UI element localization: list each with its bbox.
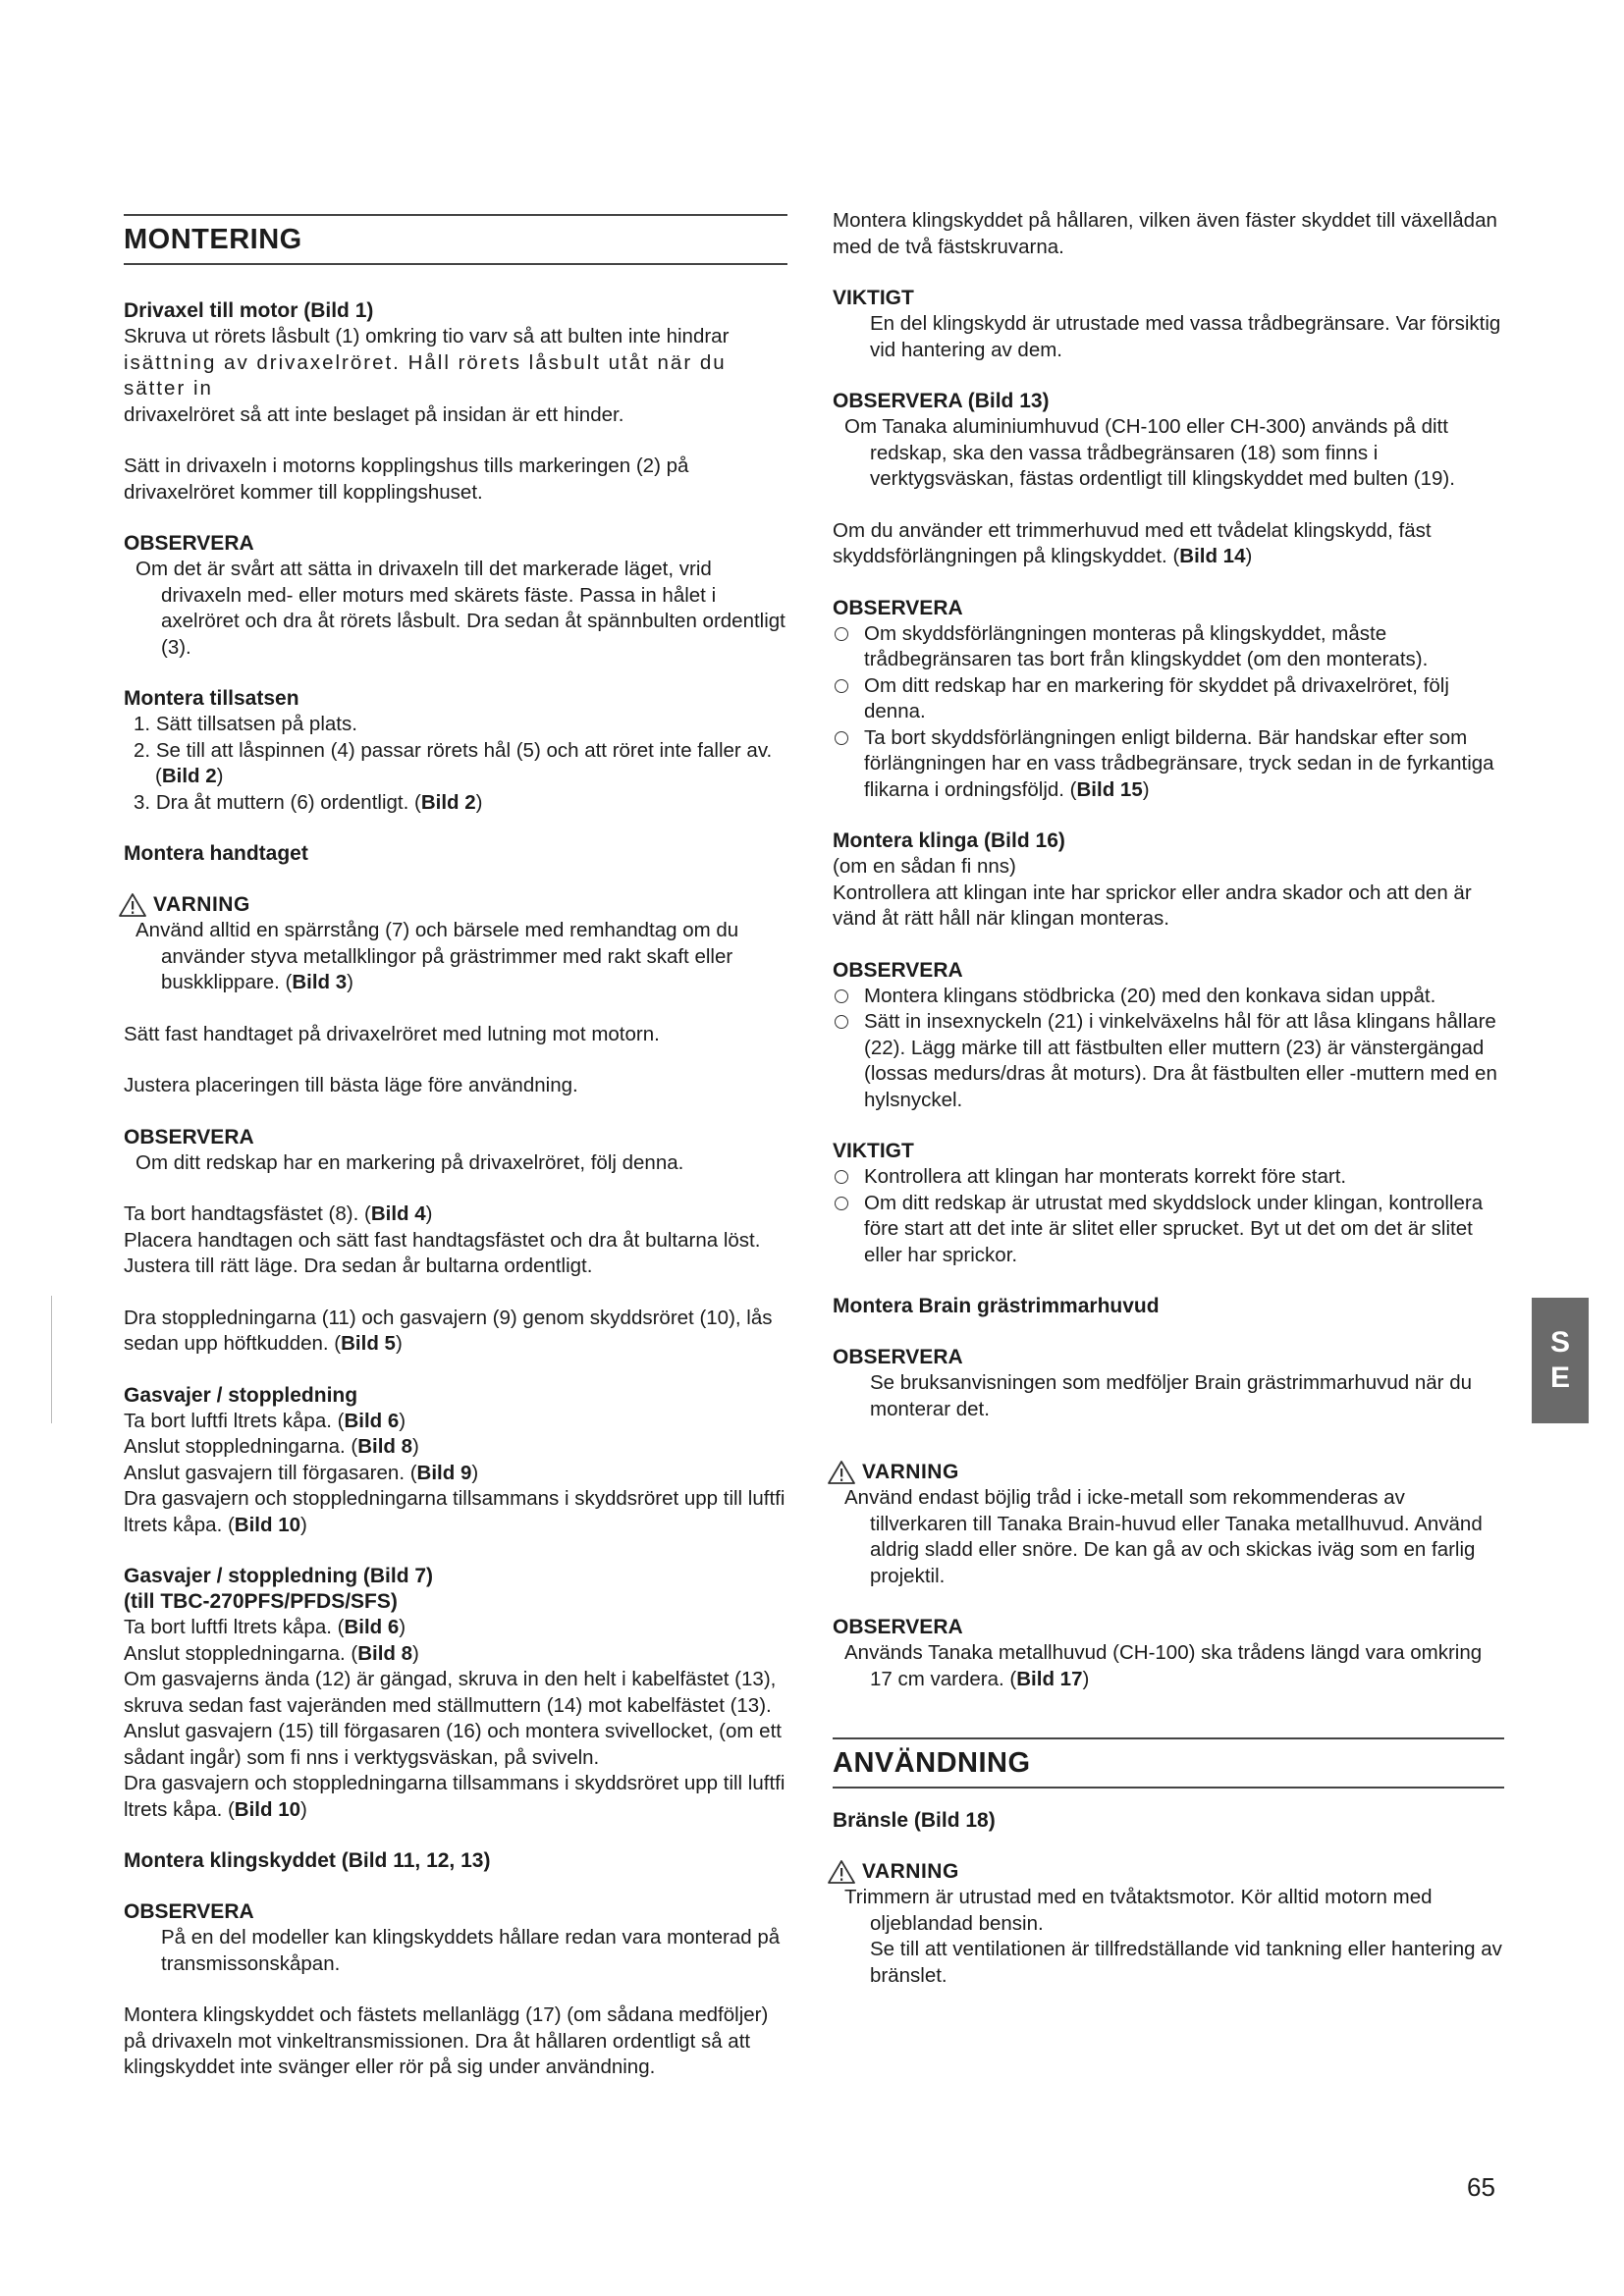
drivaxel-obs-title: OBSERVERA: [124, 532, 254, 555]
obs2-title: OBSERVERA: [833, 596, 963, 619]
klingskydd-paragraph-1: Montera klingskyddet och fästets mellanlägg (17) (om sådana medföljer) på drivaxeln mot vinkeltransmissionen. Dra åt hållaren ordentligt så att klingskyddet inte svänger eller rör på sig under användning.: [124, 2003, 769, 2078]
drivaxel-title: Drivaxel till motor (Bild 1): [124, 299, 374, 322]
obs3-title: OBSERVERA: [833, 958, 963, 982]
circle-bullet-icon: [835, 1197, 848, 1210]
gasvajer-line: Anslut stoppledningarna. (Bild 8): [124, 1435, 419, 1458]
handtag-paragraph-2: Justera placeringen till bästa läge före användning.: [124, 1074, 578, 1096]
list-item: 3. Dra åt muttern (6) ordentligt. (Bild 2): [134, 790, 483, 814]
klinga-title: Montera klinga (Bild 16): [833, 829, 1065, 852]
left-column: [124, 208, 787, 2081]
circle-bullet-icon: [835, 731, 848, 745]
list-item: Om skyddsförlängningen monteras på klingskyddet, måste trådbegränsaren tas bort från klingskyddet (om den monterats).: [833, 621, 1504, 673]
handtag-warning-title: VARNING: [153, 893, 250, 916]
side-tab-letter: S: [1549, 1326, 1570, 1359]
trimmer-paragraph: Om du använder ett trimmerhuvud med ett tvådelat klingskydd, fäst skyddsförlängningen på klingskyddet. (Bild 14): [833, 518, 1432, 567]
viktigt-2-list: [833, 1164, 1504, 1268]
right-column: [833, 208, 1504, 1989]
handtag-obs-title: OBSERVERA: [124, 1125, 254, 1148]
warning-2-title: VARNING: [862, 1860, 959, 1883]
section-title-2: ANVÄNDNING: [833, 1747, 1031, 1779]
tillsats-list: [124, 712, 787, 816]
intro-paragraph: Montera klingskyddet på hållaren, vilken även fäster skyddet till växellådan med de två fästskruvarna.: [833, 209, 1497, 258]
obs4-title: OBSERVERA: [833, 1346, 963, 1368]
section-title: MONTERING: [124, 224, 302, 255]
handtag-title: Montera handtaget: [124, 842, 308, 865]
handtag-warning-text: Använd alltid en spärrstång (7) och bärsele med remhandtag om du använder styva metallklingor på grästrimmer med rakt skaft eller buskklippare. (Bild 3): [135, 919, 739, 993]
klinga-text: Kontrollera att klingan inte har sprickor eller andra skador och att den är vänd åt rätt håll när klingan monteras.: [833, 881, 1472, 930]
section-header-anvandning: [833, 1737, 1504, 1789]
tillsats-title: Montera tillsatsen: [124, 687, 299, 710]
handtag-paragraph-3: Ta bort handtagsfästet (8). (Bild 4) Placera handtagen och sätt fast handtagsfästet och dra åt bultarna löst. Justera till rätt läge. Dra sedan år bultarna ordentligt.: [124, 1202, 761, 1277]
warning-triangle-icon: [118, 892, 147, 918]
brain-title: Montera Brain grästrimmarhuvud: [833, 1295, 1160, 1317]
obs13-text: Om Tanaka aluminiumhuvud (CH-100 eller CH-300) används på ditt redskap, ska den vassa trådbegränsaren (18) som finns i verktygsväskan, fästas ordentligt till klingskyddet med bulten (19).: [844, 415, 1455, 490]
handtag-warning-header: [118, 892, 787, 918]
gasvajer2-paragraph-1: Om gasvajerns ända (12) är gängad, skruva in den helt i kabelfästet (13), skruva sedan fast vajeränden med ställmuttern (14) mot kabelfästet (13).: [124, 1668, 777, 1717]
warning-1-header: [827, 1460, 1504, 1485]
handtag-paragraph-1: Sätt fast handtaget på drivaxelröret med lutning mot motorn.: [124, 1022, 660, 1045]
gasvajer-line: Dra gasvajern och stoppledningarna tillsammans i skyddsröret upp till luftfi ltrets kåpa. (Bild 10): [124, 1487, 785, 1536]
side-tab-letter: E: [1549, 1362, 1570, 1394]
warning-1-title: VARNING: [862, 1461, 959, 1483]
gasvajer2-title-2: (till TBC-270PFS/PFDS/SFS): [124, 1590, 398, 1613]
handtag-obs-text: Om ditt redskap har en markering på drivaxelröret, följ denna.: [135, 1150, 684, 1174]
list-item: Sätt in insexnyckeln (21) i vinkelväxelns hål för att låsa klingans hållare (22). Lägg märke till att fästbulten eller muttern (23) är vänstergängad (lossas medurs/dras åt moturs). Dra åt fästbulten eller -muttern med en hylsnyckel.: [833, 1009, 1504, 1113]
gasvajer2-title-1: Gasvajer / stoppledning (Bild 7): [124, 1565, 434, 1587]
klingskydd-obs-title: OBSERVERA: [124, 1900, 254, 1923]
list-item: Om ditt redskap är utrustat med skyddslock under klingan, kontrollera före start att det inte är slitet eller sprucket. Byt ut det om det är slitet eller har sprickor.: [833, 1191, 1504, 1269]
warning-2-text-1: Trimmern är utrustad med en tvåtaktsmotor. Kör alltid motorn med oljeblandad bensin.: [844, 1886, 1433, 1935]
gasvajer-line: Anslut gasvajern till förgasaren. (Bild 9): [124, 1461, 479, 1484]
gasvajer2-paragraph-2: Anslut gasvajern (15) till förgasaren (16) och montera svivellocket, (om ett sådant ingår) som fi nns i verktygsväskan, på sviveln.: [124, 1720, 782, 1769]
warning-2-text-2: Se till att ventilationen är tillfredställande vid tankning eller hantering av bränslet.: [870, 1938, 1502, 1987]
obs5-title: OBSERVERA: [833, 1616, 963, 1638]
circle-bullet-icon: [835, 1015, 848, 1029]
viktigt-1-text: En del klingskydd är utrustade med vassa trådbegränsare. Var försiktig vid hantering av dem.: [870, 312, 1501, 361]
drivaxel-paragraph-2: Sätt in drivaxeln i motorns kopplingshus tills markeringen (2) på drivaxelröret kommer till kopplingshuset.: [124, 454, 689, 504]
drivaxel-paragraph-1: Skruva ut rörets låsbult (1) omkring tio varv så att bulten inte hindrar isättning av drivaxelröret. Håll rörets låsbult utåt när du sätter in drivaxelröret så att inte beslaget på insidan är ett hinder.: [124, 325, 730, 426]
circle-bullet-icon: [835, 1170, 848, 1184]
obs5-text: Används Tanaka metallhuvud (CH-100) ska trådens längd vara omkring 17 cm vardera. (Bild 17): [844, 1641, 1483, 1690]
obs4-text: Se bruksanvisningen som medföljer Brain grästrimmarhuvud när du monterar det.: [870, 1371, 1473, 1420]
circle-bullet-icon: [835, 679, 848, 693]
warning-triangle-icon: [827, 1460, 856, 1485]
list-item: Om ditt redskap har en markering för skyddet på drivaxelröret, följ denna.: [833, 673, 1504, 725]
klinga-subtitle: (om en sådan fi nns): [833, 855, 1016, 878]
gasvajer-line: Ta bort luftfi ltrets kåpa. (Bild 6): [124, 1409, 406, 1432]
drivaxel-obs-text: Om det är svårt att sätta in drivaxeln till det markerade läget, vrid drivaxeln med- eller moturs med skärets fäste. Passa in hålet i axelröret och dra åt rörets låsbult. Dra sedan åt spännbulten ordentligt (3).: [135, 558, 785, 659]
obs13-title: OBSERVERA (Bild 13): [833, 390, 1050, 412]
obs3-list: [833, 984, 1504, 1114]
handtag-paragraph-4: Dra stoppledningarna (11) och gasvajern (9) genom skyddsröret (10), lås sedan upp höftkudden. (Bild 5): [124, 1306, 773, 1355]
list-item: 1. Sätt tillsatsen på plats.: [134, 713, 357, 735]
margin-mark: [51, 1296, 52, 1423]
obs2-list: [833, 621, 1504, 804]
warning-1-text: Använd endast böjlig tråd i icke-metall som rekommenderas av tillverkaren till Tanaka Brain-huvud eller Tanaka metallhuvud. Använd aldrig sladd eller snöre. De kan gå av och skickas iväg som en farlig projektil.: [844, 1486, 1483, 1587]
gasvajer-title: Gasvajer / stoppledning: [124, 1383, 358, 1407]
list-item: Montera klingans stödbricka (20) med den konkava sidan uppåt.: [833, 984, 1504, 1010]
list-item: Ta bort skyddsförlängningen enligt bilderna. Bär handskar efter som förlängningen har en vass trådbegränsare, tryck sedan in de fyrkantiga flikarna i ordningsföljd. (Bild 15): [833, 725, 1504, 804]
bransle-title: Bränsle (Bild 18): [833, 1809, 996, 1832]
section-header-montering: [124, 214, 787, 265]
gasvajer2-line: Anslut stoppledningarna. (Bild 8): [124, 1641, 419, 1665]
warning-2-header: [827, 1859, 1504, 1885]
page-number: 65: [1467, 2172, 1495, 2202]
viktigt-2-title: VIKTIGT: [833, 1140, 914, 1162]
warning-triangle-icon: [827, 1859, 856, 1885]
list-item: 2. Se till att låspinnen (4) passar rörets hål (5) och att röret inte faller av. (Bild 2): [134, 738, 773, 787]
gasvajer2-paragraph-3: Dra gasvajern och stoppledningarna tillsammans i skyddsröret upp till luftfi ltrets kåpa. (Bild 10): [124, 1772, 785, 1821]
circle-bullet-icon: [835, 627, 848, 641]
circle-bullet-icon: [835, 989, 848, 1003]
list-item: Kontrollera att klingan har monterats korrekt före start.: [833, 1164, 1504, 1191]
gasvajer2-line: Ta bort luftfi ltrets kåpa. (Bild 6): [124, 1616, 406, 1638]
klingskydd-title: Montera klingskyddet (Bild 11, 12, 13): [124, 1849, 491, 1872]
viktigt-1-title: VIKTIGT: [833, 287, 914, 309]
language-side-tab: [1532, 1298, 1589, 1423]
klingskydd-obs-text: På en del modeller kan klingskyddets hållare redan vara monterad på transmissonskåpan.: [161, 1926, 781, 1975]
